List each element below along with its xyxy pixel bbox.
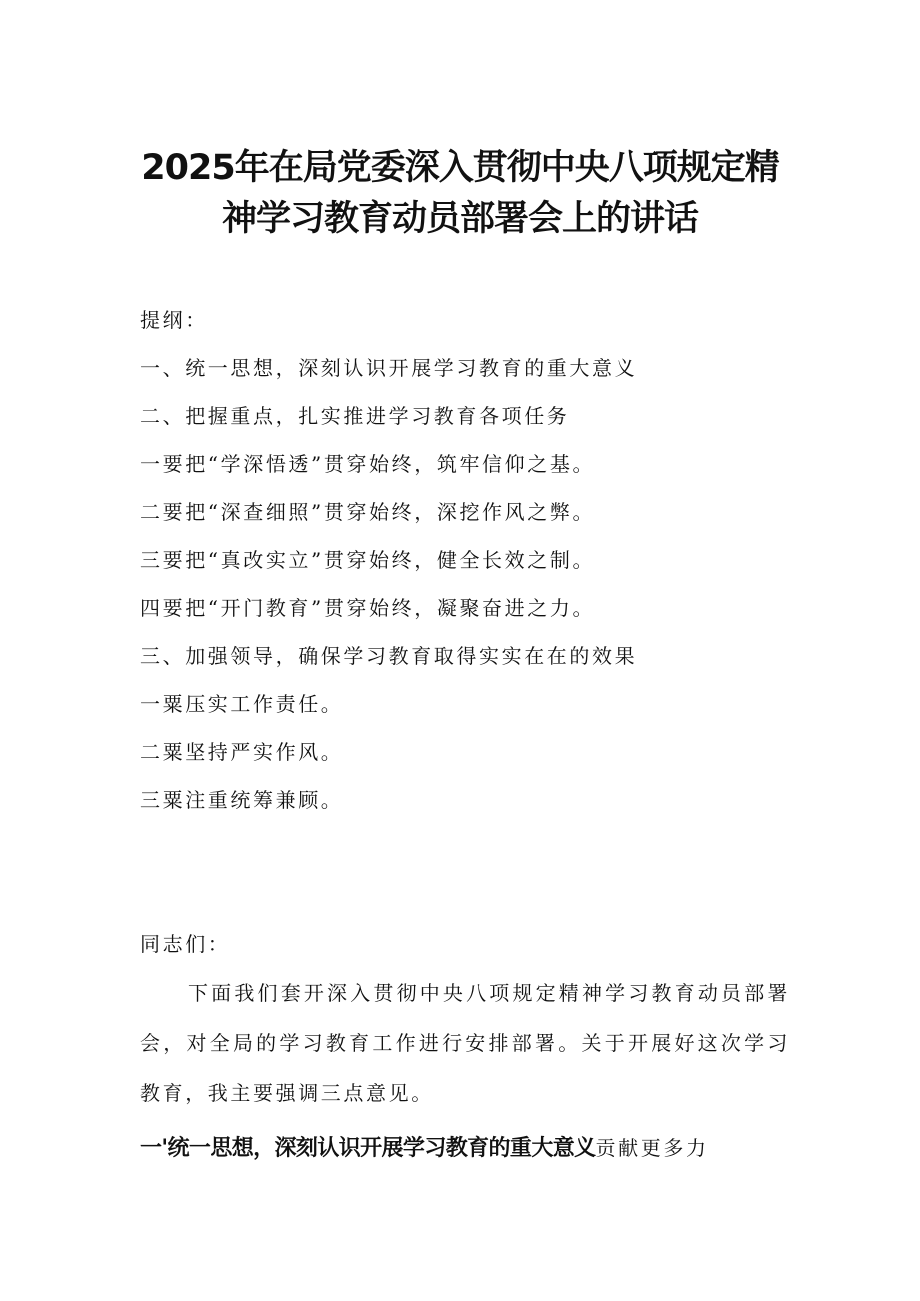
outline-item: 三粟注重统筹兼顾。 [140, 788, 344, 812]
section-heading-1 [140, 1131, 709, 1168]
outline-item: 四要把“开门教育”贯穿始终，凝聚奋进之力。 [140, 596, 596, 620]
outline-item: 一、统一思想，深刻认识开展学习教育的重大意义 [140, 356, 638, 380]
section-heading-1-text: 一'统一思想，深刻认识开展学习教育的重大意义 [140, 1136, 596, 1161]
salutation: 同志们： [140, 932, 231, 956]
section-heading-1-tail: 贡献更多力 [595, 1136, 709, 1160]
intro-paragraph: 下面我们套开深入贯彻中央八项规定精神学习教育动员部署会，对全局的学习教育工作进行安排部署。关于开展好这次学习教育，我主要强调三点意见。 [140, 981, 790, 1105]
document-title-line-2: 神学习教育动员部署会上的讲话 [221, 199, 698, 239]
outline-item: 一粟压实工作责任。 [140, 692, 344, 716]
outline-item: 二要把“深查细照”贯穿始终，深挖作风之弊。 [140, 500, 596, 524]
outline-item: 三要把“真改实立”贯穿始终，健全长效之制。 [140, 548, 596, 572]
outline-label: 提纲： [140, 308, 208, 332]
outline-item: 一要把“学深悟透”贯穿始终，筑牢信仰之基。 [140, 452, 596, 476]
outline-item: 三、加强领导，确保学习教育取得实实在在的效果 [140, 644, 638, 668]
outline-item: 二、把握重点，扎实推进学习教育各项任务 [140, 404, 570, 428]
outline-item: 二粟坚持严实作风。 [140, 740, 344, 764]
document-title-line-1: 2025年在局党委深入贯彻中央八项规定精 [141, 148, 779, 188]
